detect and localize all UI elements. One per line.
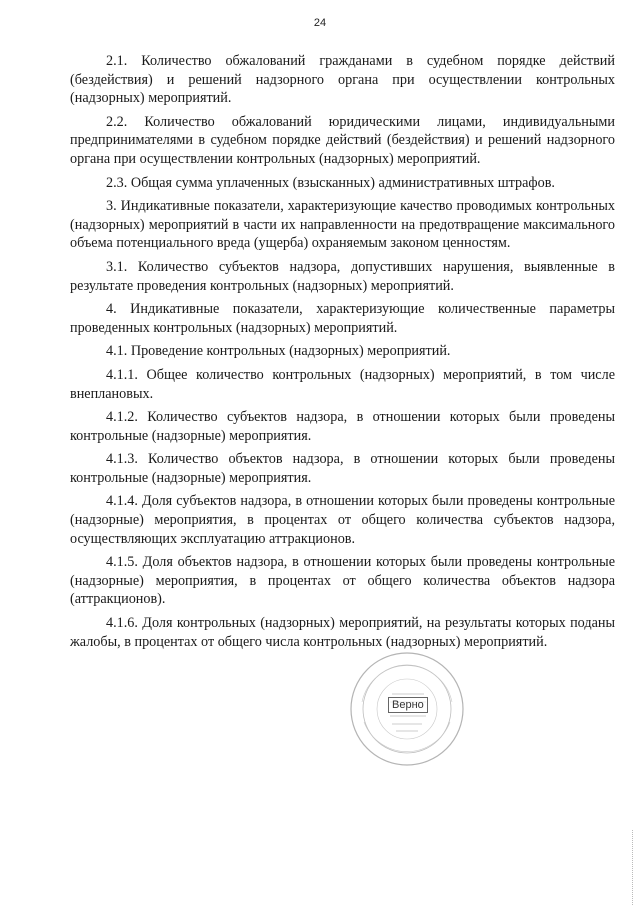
paragraph: 2.1. Количество обжалований гражданами в судебном порядке действий (бездействия) и решений надзорного органа при осуществлении контрольных (надзорных) мероприятий. (70, 53, 615, 107)
paragraph: 2.2. Количество обжалований юридическими лицами, индивидуальными предпринимателями в судебном порядке действий (бездействия) и решений надзорного органа при осуществлении контрольных (надзорных) мероприятий. (70, 113, 615, 167)
paragraph: 4.1.6. Доля контрольных (надзорных) мероприятий, на результаты которых поданы жалобы, в процентах от общего числа контрольных (надзорных) мероприятий. (70, 615, 615, 650)
paragraph: 4. Индикативные показатели, характеризующие количественные параметры проведенных контрольных (надзорных) мероприятий. (70, 301, 615, 336)
paragraph: 3.1. Количество субъектов надзора, допустивших нарушения, выявленные в результате проведения контрольных (надзорных) мероприятий. (70, 258, 615, 294)
paragraph: 4.1.3. Количество объектов надзора, в отношении которых были проведены контрольные (надзорные) мероприятия. (70, 451, 615, 486)
scan-edge-marks (632, 830, 636, 905)
paragraph: 4.1.5. Доля объектов надзора, в отношении которых были проведены контрольные (надзорные) мероприятия, в процентах от общего количества объектов надзора (аттракционов). (70, 554, 615, 608)
document-body (70, 52, 615, 656)
paragraph: 4.1.4. Доля субъектов надзора, в отношении которых были проведены контрольные (надзорные) мероприятия, в процентах от общего количества субъектов надзора, осуществляющих эксплуатацию аттракционов. (70, 493, 615, 547)
page-number: 24 (313, 17, 327, 29)
stamp-label: Верно (388, 697, 428, 713)
paragraph: 2.3. Общая сумма уплаченных (взысканных) административных штрафов. (106, 174, 555, 191)
paragraph: 4.1. Проведение контрольных (надзорных) мероприятий. (106, 343, 451, 360)
paragraph: 4.1.2. Количество субъектов надзора, в отношении которых были проведены контрольные (надзорные) мероприятия. (70, 409, 615, 444)
paragraph: 3. Индикативные показатели, характеризующие качество проводимых контрольных (надзорных) мероприятий в части их направленности на предотвращение максимального объема потенциального вреда (ущерба) охраняемым законом ценностям. (70, 198, 615, 252)
paragraph: 4.1.1. Общее количество контрольных (надзорных) мероприятий, в том числе внеплановых. (70, 366, 615, 402)
